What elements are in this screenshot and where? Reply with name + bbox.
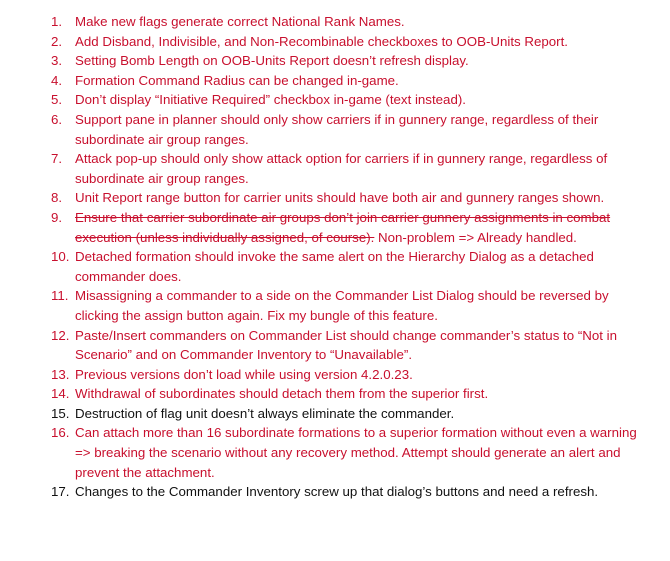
item-number: 13. (51, 366, 70, 382)
list-item (0, 286, 670, 325)
item-text: Detached formation should invoke the same alert on the Hierarchy Dialog as a detached commander does. (75, 249, 594, 284)
item-number: 17. (51, 484, 70, 500)
item-number: 4. (51, 72, 63, 88)
list-item (0, 326, 670, 365)
list-item-done (0, 482, 670, 502)
item-number: 16. (51, 425, 70, 441)
list-item (0, 423, 670, 482)
struck-item-text: Ensure that carrier subordinate air groups don’t join carrier gunnery assignments in combat execution (unless individually assigned, of course). (75, 209, 611, 245)
issue-list (0, 12, 670, 502)
resolution-note: Non-problem => Already handled. (374, 229, 577, 245)
item-text: Destruction of flag unit doesn’t always eliminate the commander. (75, 405, 455, 421)
item-text: Don’t display “Initiative Required” checkbox in-game (text instead). (75, 92, 466, 108)
list-item (0, 365, 670, 385)
item-number: 3. (51, 53, 63, 69)
item-text: Previous versions don’t load while using version 4.2.0.23. (75, 366, 413, 382)
item-text: Formation Command Radius can be changed in-game. (75, 72, 399, 88)
list-item (0, 32, 670, 52)
item-text: Changes to the Commander Inventory screw up that dialog’s buttons and need a refresh. (75, 484, 599, 500)
item-text: Attack pop-up should only show attack option for carriers if in gunnery range, regardless of subordinate air group ranges. (75, 151, 608, 186)
item-text: Setting Bomb Length on OOB-Units Report doesn’t refresh display. (75, 53, 469, 69)
item-number: 12. (51, 327, 70, 343)
list-item (0, 188, 670, 208)
item-text: Paste/Insert commanders on Commander List should change commander’s status to “Not in Scenario” and on Commander Inventory to “Unavailable”. (75, 327, 617, 363)
item-text: Support pane in planner should only show carriers if in gunnery range, regardless of their subordinate air group ranges. (75, 111, 599, 147)
item-number: 2. (51, 33, 63, 49)
item-text: Withdrawal of subordinates should detach them from the superior first. (75, 386, 489, 402)
item-number: 1. (51, 14, 63, 29)
list-item (0, 384, 670, 404)
list-item-resolved (0, 208, 670, 247)
item-number: 10. (51, 249, 70, 265)
item-number: 7. (51, 151, 63, 167)
item-number: 8. (51, 190, 63, 206)
list-item (0, 247, 670, 286)
item-number: 6. (51, 111, 63, 127)
item-text: Can attach more than 16 subordinate formations to a superior formation without even a warning => breaking the scenario without any recovery method. Attempt should generate an alert and prevent the attachment. (75, 425, 637, 480)
item-number: 5. (51, 92, 63, 108)
item-number: 9. (51, 209, 63, 225)
list-item (0, 12, 670, 32)
item-number: 14. (51, 386, 70, 402)
list-item (0, 149, 670, 188)
item-text: Unit Report range button for carrier units should have both air and gunnery ranges shown. (75, 190, 605, 206)
list-item-done (0, 404, 670, 424)
list-item (0, 51, 670, 71)
item-text: Misassigning a commander to a side on the Commander List Dialog should be reversed by clicking the assign button again. Fix my bungle of this feature. (75, 288, 609, 323)
list-item (0, 71, 670, 91)
item-number: 11. (51, 288, 69, 304)
list-item (0, 90, 670, 110)
list-item (0, 110, 670, 149)
item-number: 15. (51, 405, 70, 421)
item-text: Make new flags generate correct National Rank Names. (75, 14, 405, 29)
item-text: Add Disband, Indivisible, and Non-Recombinable checkboxes to OOB-Units Report. (75, 33, 568, 49)
